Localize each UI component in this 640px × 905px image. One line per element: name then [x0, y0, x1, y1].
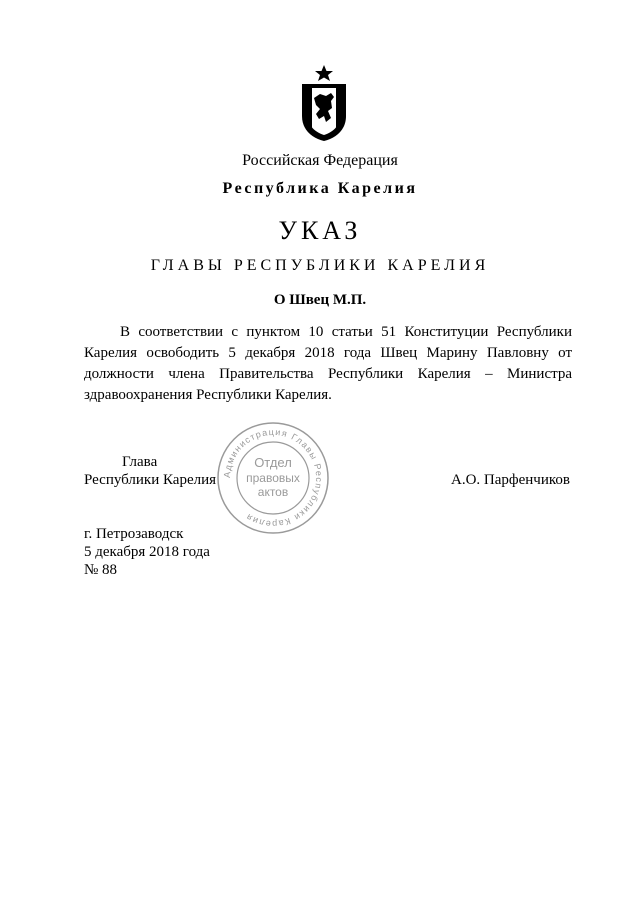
- document-subject: О Швец М.П.: [273, 292, 367, 308]
- date: 5 декабря 2018 года: [84, 544, 210, 560]
- stamp-line-3: актов: [257, 485, 289, 499]
- stamp-ring-text: Администрация Главы Республики Карелия: [221, 426, 325, 530]
- document-type: УКАЗ: [278, 216, 362, 245]
- signatory-position-line2: Республики Карелия: [84, 472, 217, 488]
- country-name: Российская Федерация: [242, 152, 398, 169]
- official-stamp-icon: [215, 420, 331, 536]
- stamp-line-1: Отдел: [254, 455, 292, 470]
- coat-of-arms-icon: [298, 64, 350, 142]
- signatory-position-line1: Глава: [122, 454, 158, 470]
- signatory-name: А.О. Парфенчиков: [451, 472, 570, 488]
- decree-paragraph: В соответствии с пунктом 10 статьи 51 Конституции Республики Карелия освободить 5 декабря 2018 года Швец Марину Павловну от должности члена Правительства Республики Карелия – Министра здравоохранения Республики Карелия.: [84, 324, 572, 403]
- stamp-line-2: правовых: [246, 471, 300, 485]
- place-date-number: [84, 525, 210, 579]
- issuer-title: ГЛАВЫ РЕСПУБЛИКИ КАРЕЛИЯ: [150, 257, 490, 274]
- document-number: № 88: [84, 562, 118, 578]
- city: г. Петрозаводск: [84, 526, 184, 542]
- republic-name: Республика Карелия: [222, 180, 418, 197]
